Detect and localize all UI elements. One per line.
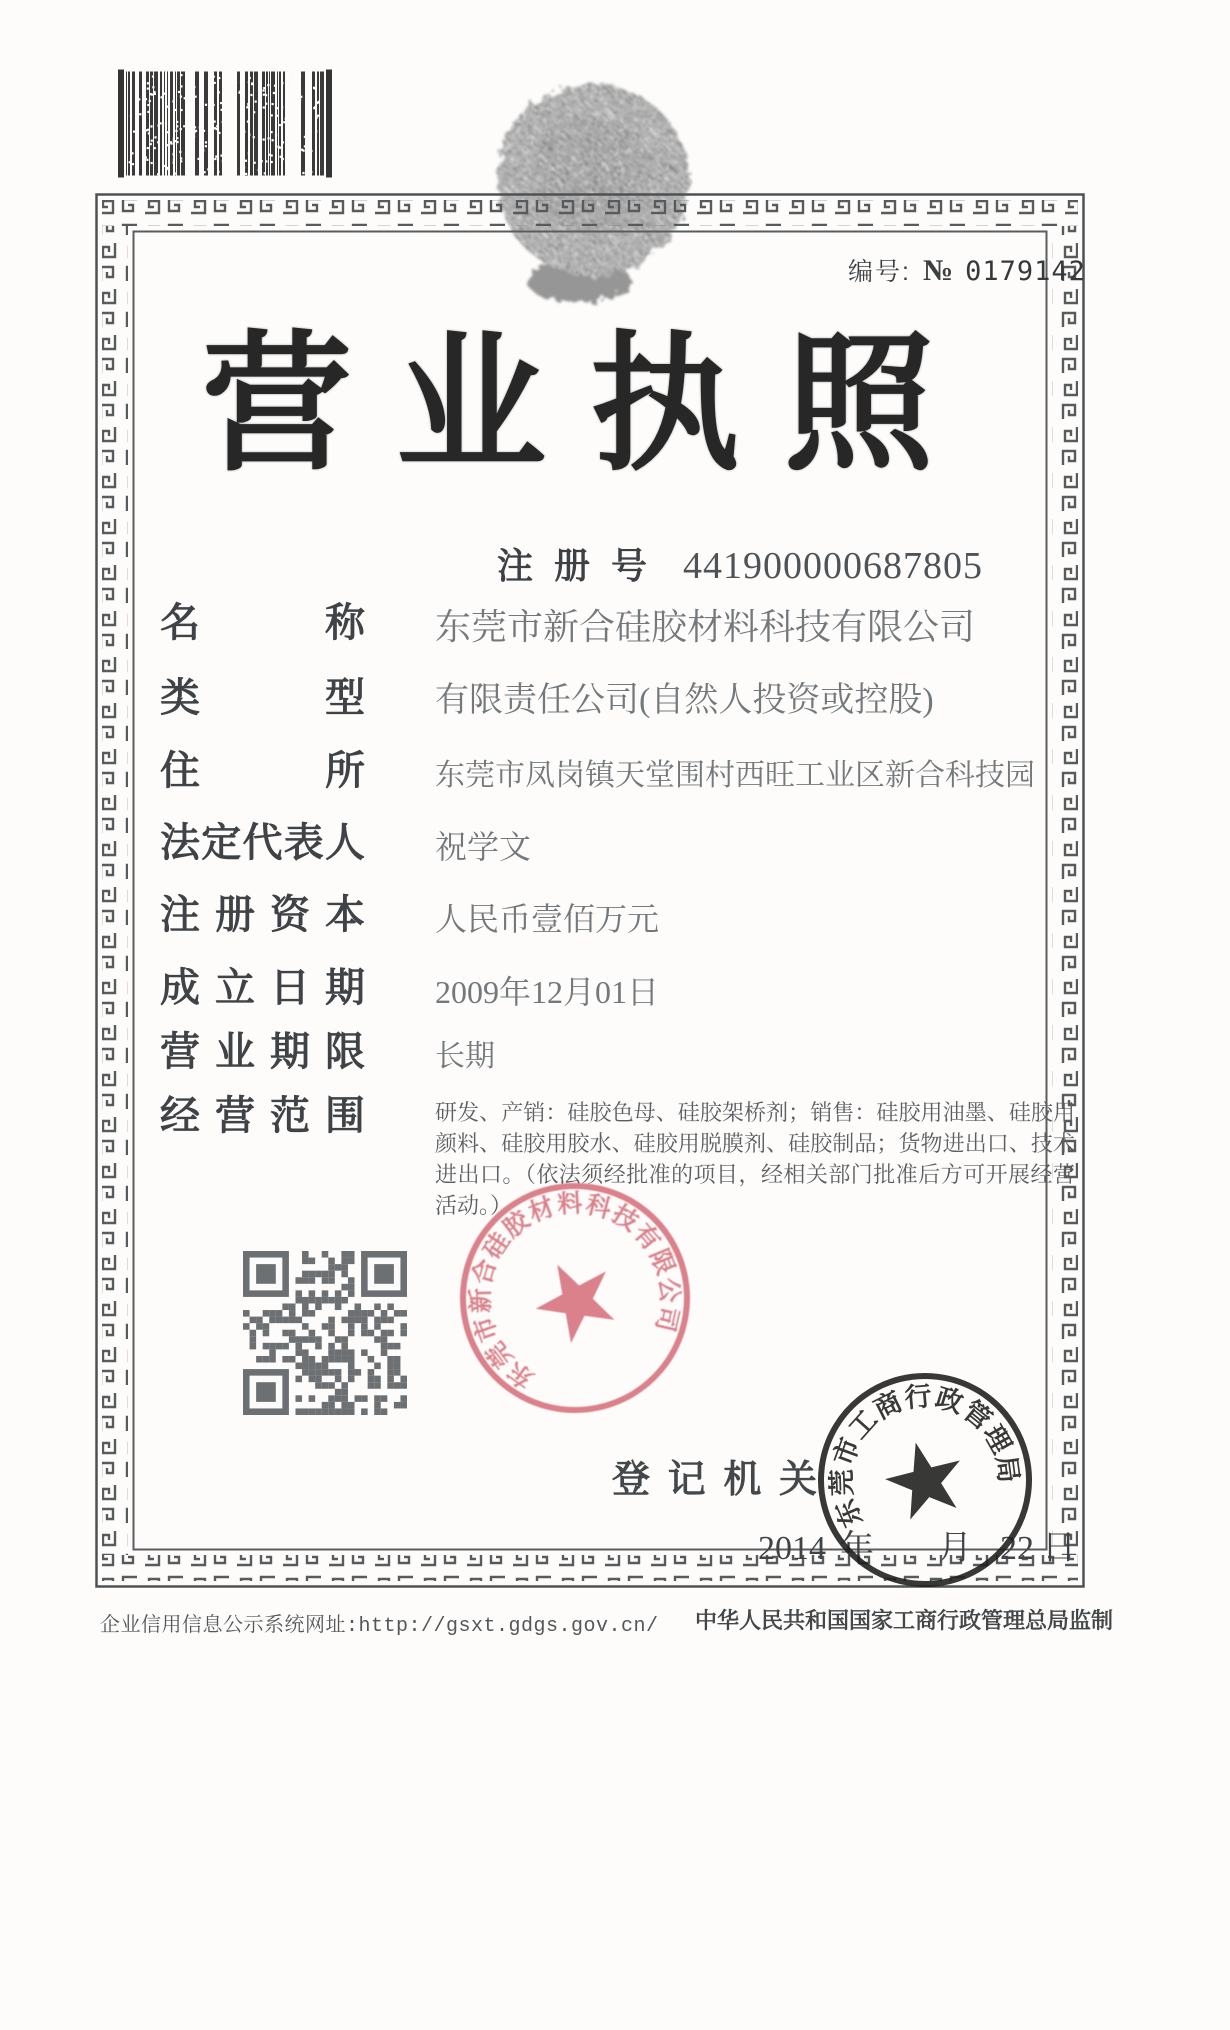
numero-symbol: № [922,254,954,287]
field-value: 祝学文 [435,828,532,865]
field-row-address [160,748,1075,794]
field-row-name [160,600,1075,649]
issue-year: 2014 [758,1530,826,1567]
serial-label: 编号: [848,258,911,286]
qr-code-icon [243,1251,407,1415]
star-icon [522,1246,628,1350]
company-seal-text: 东莞市新合硅胶材料科技有限公司 [466,1189,684,1394]
field-value: 长期 [435,1040,495,1074]
field-value: 有限责任公司(自然人投资或控股) [435,682,934,720]
field-row-legal-rep [160,820,1075,866]
field-label: 名 称 [160,600,365,645]
barcode-icon [118,66,333,184]
field-value: 东莞市凤岗镇天堂围村西旺工业区新合科技园 [435,758,1035,792]
barcode-bars [118,66,333,184]
field-label: 成 立 日 期 [160,964,365,1010]
field-row-established [160,965,1075,1011]
field-row-capital [160,892,1075,938]
serial-number: 0179142 [965,256,1086,287]
field-label: 法 定 代 表 人 [160,819,365,865]
registrar-label: 登 记 机 关 [612,1459,817,1501]
field-value: 东莞市新合硅胶材料科技有限公司 [435,607,976,647]
footer-issuer: 中华人民共和国国家工商行政管理总局监制 [695,1608,1114,1633]
field-row-term [160,1029,1075,1075]
field-value: 2009年12月01日 [435,973,660,1010]
issue-day-unit: 日 [1042,1530,1076,1567]
serial-number-row [848,252,1086,288]
issue-year-unit: 年 [840,1530,874,1567]
footer-public-system-url: 企业信用信息公示系统网址:http://gsxt.gdgs.gov.cn/ [100,1615,659,1638]
authority-seal-stamp [805,1360,1045,1600]
authority-seal-text: 东莞市工商行政管理局 [826,1381,1024,1532]
registration-number-label: 注 册 号 [497,546,647,586]
issue-day: 22 [1000,1530,1034,1567]
field-label: 类 型 [160,675,365,721]
field-value: 人民币壹佰万元 [435,901,660,938]
field-row-type [160,675,1075,722]
company-seal-stamp [445,1168,705,1428]
field-label: 住 所 [160,747,365,793]
license-fields [160,600,1075,1247]
field-label: 经 营 范 围 [160,1093,365,1139]
registration-number-row [497,538,983,589]
license-title: 营业执照 [201,320,978,488]
issue-month-unit: 月 [938,1530,972,1567]
star-icon [878,1433,971,1523]
field-value: 研发、产销：硅胶色母、硅胶架桥剂；销售：硅胶用油墨、硅胶用颜料、硅胶用胶水、硅胶用脱膜剂、硅胶制品；货物进出口、技术进出口。（依法须经批准的项目，经相关部门批准后方可开展经营活动。） [435,1100,1075,1219]
registration-number-value: 441900000687805 [683,545,983,587]
field-label: 营 业 期 限 [160,1029,365,1075]
field-label: 注 册 资 本 [160,892,365,938]
